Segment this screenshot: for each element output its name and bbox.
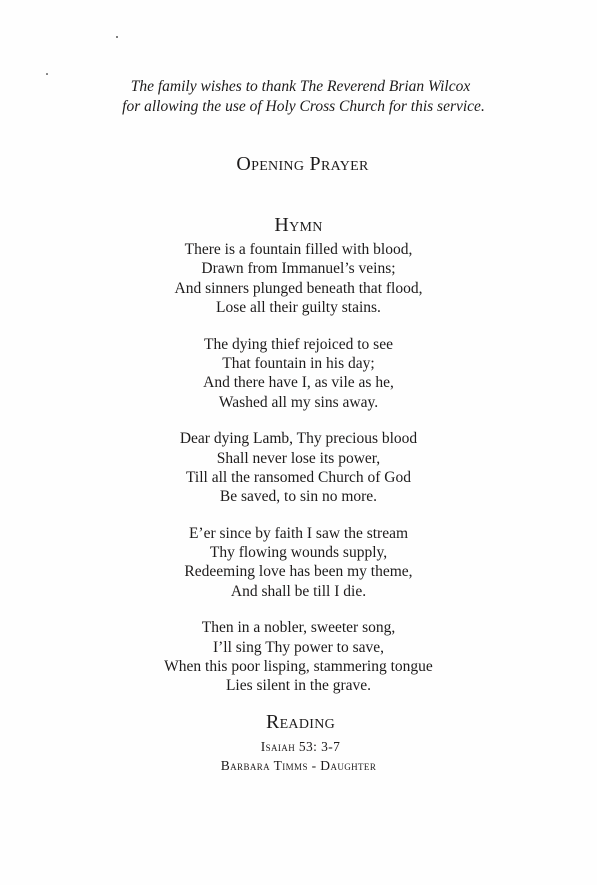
hymn-stanza-5: [0, 618, 597, 696]
opening-prayer-heading: Opening Prayer: [236, 153, 369, 175]
hymn-stanza-2: [0, 335, 597, 413]
hymn-stanza-4: [0, 524, 597, 602]
reading-heading: Reading: [265, 711, 336, 733]
reading-details: [0, 737, 597, 775]
hymn-heading: Hymn: [274, 214, 323, 236]
reading-reader: Barbara Timms - Daughter: [220, 758, 377, 773]
hymn-line: There is a fountain filled with blood,: [184, 241, 413, 258]
acknowledgement-line-1: The family wishes to thank The Reverend Brian Wilcox: [130, 78, 471, 95]
scan-speck: [46, 73, 48, 75]
acknowledgement-line-2: for allowing the use of Holy Cross Church for this service.: [122, 98, 485, 115]
hymn-line: And there have I, as vile as he,: [203, 374, 394, 392]
hymn-line: I’ll sing Thy power to save,: [212, 638, 385, 656]
hymn-line: Washed all my sins away.: [218, 393, 379, 411]
hymn-line: When this poor lisping, stammering tongue: [164, 658, 433, 676]
hymn-line: Redeeming love has been my theme,: [184, 563, 413, 581]
hymn-line: Drawn from Immanuel’s veins;: [201, 260, 396, 278]
hymn-line: The dying thief rejoiced to see: [204, 335, 393, 353]
hymn-lyrics: [0, 240, 597, 713]
hymn-line: E’er since by faith I saw the stream: [188, 524, 409, 542]
hymn-line: Shall never lose its power,: [216, 449, 381, 467]
hymn-line: Dear dying Lamb, Thy precious blood: [179, 430, 418, 448]
hymn-line: Lies silent in the grave.: [225, 677, 372, 695]
reading-scripture: Isaiah 53: 3-7: [260, 739, 341, 754]
hymn-line: And shall be till I die.: [230, 582, 367, 600]
hymn-stanza-1: [0, 240, 597, 318]
hymn-line: Be saved, to sin no more.: [219, 488, 378, 506]
scan-speck: [116, 36, 118, 38]
hymn-line: Then in a nobler, sweeter song,: [201, 619, 396, 637]
hymn-line: Lose all their guilty stains.: [216, 299, 381, 317]
hymn-line: And sinners plunged beneath that flood,: [174, 279, 423, 297]
hymn-line: Till all the ransomed Church of God: [185, 468, 411, 486]
hymn-stanza-3: [0, 429, 597, 507]
hymn-line: Thy flowing wounds supply,: [209, 544, 388, 562]
hymn-line: That fountain in his day;: [222, 354, 375, 372]
acknowledgement: [0, 77, 597, 117]
